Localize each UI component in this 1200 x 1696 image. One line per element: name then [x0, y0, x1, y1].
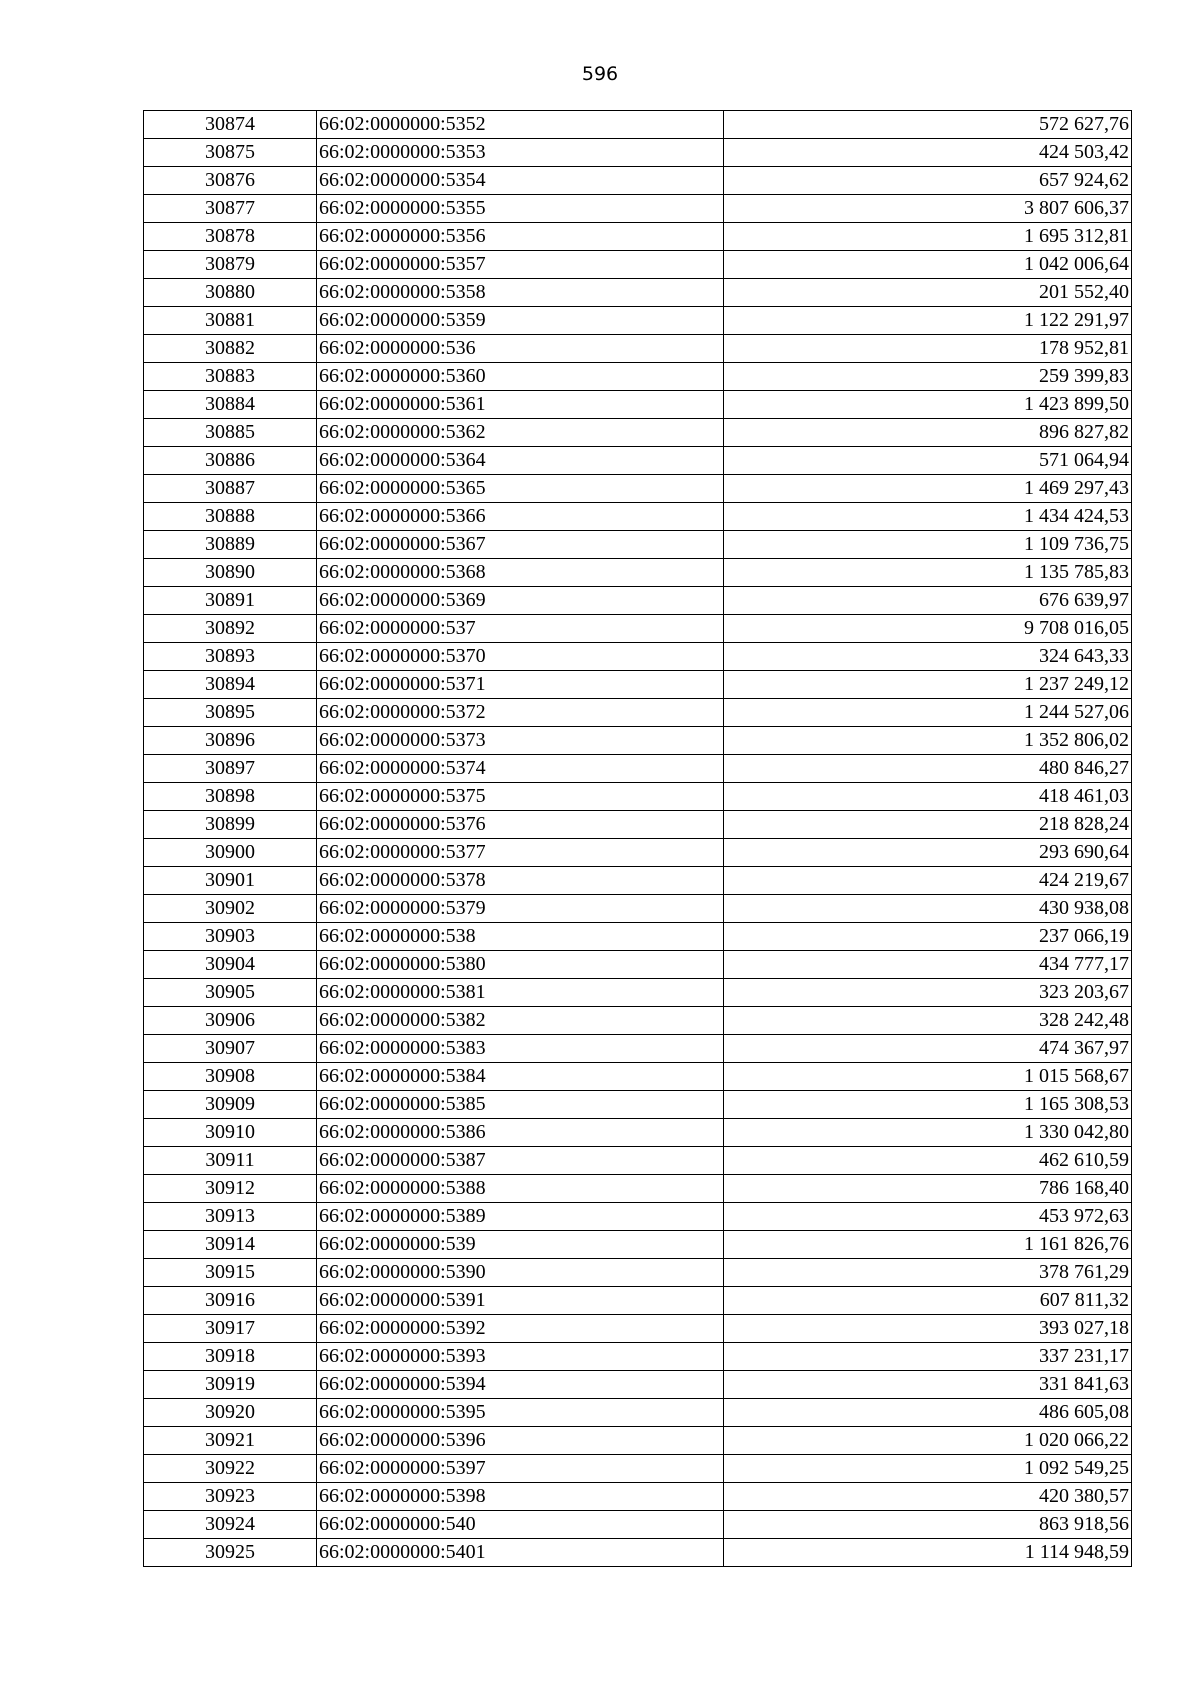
cadastral-number-cell: 66:02:0000000:5380	[317, 951, 724, 979]
row-number-cell: 30925	[144, 1539, 317, 1567]
row-number-cell: 30919	[144, 1371, 317, 1399]
cadastral-number-cell: 66:02:0000000:5367	[317, 531, 724, 559]
row-number-cell: 30895	[144, 699, 317, 727]
cadastral-number-cell: 66:02:0000000:537	[317, 615, 724, 643]
cadastral-number-cell: 66:02:0000000:5362	[317, 419, 724, 447]
row-number-cell: 30887	[144, 475, 317, 503]
table-row	[144, 279, 1132, 307]
cadastral-number-cell: 66:02:0000000:5364	[317, 447, 724, 475]
row-number-cell: 30892	[144, 615, 317, 643]
cadastral-number-cell: 66:02:0000000:5365	[317, 475, 724, 503]
row-number-cell: 30915	[144, 1259, 317, 1287]
cadastral-value-cell: 607 811,32	[724, 1287, 1132, 1315]
table-row	[144, 671, 1132, 699]
cadastral-number-cell: 66:02:0000000:540	[317, 1511, 724, 1539]
table-row	[144, 559, 1132, 587]
row-number-cell: 30904	[144, 951, 317, 979]
row-number-cell: 30886	[144, 447, 317, 475]
table-row	[144, 811, 1132, 839]
row-number-cell: 30881	[144, 307, 317, 335]
cadastral-number-cell: 66:02:0000000:5361	[317, 391, 724, 419]
cadastral-value-cell: 1 434 424,53	[724, 503, 1132, 531]
table-row	[144, 531, 1132, 559]
row-number-cell: 30910	[144, 1119, 317, 1147]
row-number-cell: 30874	[144, 111, 317, 139]
row-number-cell: 30901	[144, 867, 317, 895]
row-number-cell: 30891	[144, 587, 317, 615]
table-row	[144, 1511, 1132, 1539]
cadastral-number-cell: 66:02:0000000:5395	[317, 1399, 724, 1427]
table-row	[144, 951, 1132, 979]
table-row	[144, 587, 1132, 615]
cadastral-value-cell: 453 972,63	[724, 1203, 1132, 1231]
cadastral-number-cell: 66:02:0000000:5354	[317, 167, 724, 195]
cadastral-number-cell: 66:02:0000000:5359	[317, 307, 724, 335]
table-row	[144, 1175, 1132, 1203]
row-number-cell: 30879	[144, 251, 317, 279]
cadastral-number-cell: 66:02:0000000:5357	[317, 251, 724, 279]
cadastral-value-cell: 418 461,03	[724, 783, 1132, 811]
cadastral-number-cell: 66:02:0000000:5396	[317, 1427, 724, 1455]
page-number: 596	[581, 63, 619, 85]
row-number-cell: 30905	[144, 979, 317, 1007]
cadastral-value-cell: 1 469 297,43	[724, 475, 1132, 503]
row-number-cell: 30908	[144, 1063, 317, 1091]
cadastral-number-cell: 66:02:0000000:5381	[317, 979, 724, 1007]
cadastral-number-cell: 66:02:0000000:5377	[317, 839, 724, 867]
table-row	[144, 139, 1132, 167]
cadastral-value-cell: 1 114 948,59	[724, 1539, 1132, 1567]
table-row	[144, 475, 1132, 503]
row-number-cell: 30876	[144, 167, 317, 195]
row-number-cell: 30902	[144, 895, 317, 923]
row-number-cell: 30894	[144, 671, 317, 699]
cadastral-number-cell: 66:02:0000000:5397	[317, 1455, 724, 1483]
table-row	[144, 979, 1132, 1007]
cadastral-value-cell: 1 042 006,64	[724, 251, 1132, 279]
cadastral-value-cell: 378 761,29	[724, 1259, 1132, 1287]
cadastral-number-cell: 66:02:0000000:5366	[317, 503, 724, 531]
cadastral-value-cell: 1 020 066,22	[724, 1427, 1132, 1455]
table-row	[144, 335, 1132, 363]
table-row	[144, 251, 1132, 279]
row-number-cell: 30898	[144, 783, 317, 811]
table-row	[144, 615, 1132, 643]
cadastral-number-cell: 66:02:0000000:5375	[317, 783, 724, 811]
cadastral-value-cell: 486 605,08	[724, 1399, 1132, 1427]
cadastral-number-cell: 66:02:0000000:5388	[317, 1175, 724, 1203]
cadastral-value-cell: 424 503,42	[724, 139, 1132, 167]
table-row	[144, 1315, 1132, 1343]
cadastral-value-cell: 420 380,57	[724, 1483, 1132, 1511]
cadastral-number-cell: 66:02:0000000:5353	[317, 139, 724, 167]
cadastral-value-cell: 323 203,67	[724, 979, 1132, 1007]
table-row	[144, 503, 1132, 531]
table-row	[144, 167, 1132, 195]
table-row	[144, 1427, 1132, 1455]
table-row	[144, 783, 1132, 811]
row-number-cell: 30920	[144, 1399, 317, 1427]
cadastral-value-cell: 1 109 736,75	[724, 531, 1132, 559]
cadastral-number-cell: 66:02:0000000:5393	[317, 1343, 724, 1371]
cadastral-value-cell: 571 064,94	[724, 447, 1132, 475]
row-number-cell: 30884	[144, 391, 317, 419]
cadastral-value-cell: 178 952,81	[724, 335, 1132, 363]
table-row	[144, 195, 1132, 223]
cadastral-value-table	[143, 110, 1132, 1567]
cadastral-value-cell: 424 219,67	[724, 867, 1132, 895]
cadastral-value-cell: 259 399,83	[724, 363, 1132, 391]
cadastral-value-cell: 293 690,64	[724, 839, 1132, 867]
row-number-cell: 30909	[144, 1091, 317, 1119]
row-number-cell: 30885	[144, 419, 317, 447]
cadastral-value-cell: 786 168,40	[724, 1175, 1132, 1203]
cadastral-number-cell: 66:02:0000000:5386	[317, 1119, 724, 1147]
cadastral-number-cell: 66:02:0000000:5370	[317, 643, 724, 671]
table-row	[144, 1035, 1132, 1063]
cadastral-number-cell: 66:02:0000000:5398	[317, 1483, 724, 1511]
cadastral-value-cell: 201 552,40	[724, 279, 1132, 307]
row-number-cell: 30882	[144, 335, 317, 363]
cadastral-number-cell: 66:02:0000000:5374	[317, 755, 724, 783]
table-row	[144, 1483, 1132, 1511]
cadastral-number-cell: 66:02:0000000:5394	[317, 1371, 724, 1399]
row-number-cell: 30896	[144, 727, 317, 755]
cadastral-number-cell: 66:02:0000000:5355	[317, 195, 724, 223]
cadastral-value-cell: 1 122 291,97	[724, 307, 1132, 335]
row-number-cell: 30922	[144, 1455, 317, 1483]
row-number-cell: 30914	[144, 1231, 317, 1259]
cadastral-value-cell: 863 918,56	[724, 1511, 1132, 1539]
cadastral-value-cell: 1 161 826,76	[724, 1231, 1132, 1259]
cadastral-value-cell: 1 244 527,06	[724, 699, 1132, 727]
cadastral-value-cell: 1 330 042,80	[724, 1119, 1132, 1147]
cadastral-value-cell: 1 015 568,67	[724, 1063, 1132, 1091]
cadastral-number-cell: 66:02:0000000:5392	[317, 1315, 724, 1343]
row-number-cell: 30924	[144, 1511, 317, 1539]
table-row	[144, 1147, 1132, 1175]
cadastral-number-cell: 66:02:0000000:5368	[317, 559, 724, 587]
cadastral-number-cell: 66:02:0000000:5391	[317, 1287, 724, 1315]
cadastral-number-cell: 66:02:0000000:5369	[317, 587, 724, 615]
cadastral-value-cell: 1 695 312,81	[724, 223, 1132, 251]
table-row	[144, 1343, 1132, 1371]
table-row	[144, 1091, 1132, 1119]
row-number-cell: 30913	[144, 1203, 317, 1231]
row-number-cell: 30880	[144, 279, 317, 307]
cadastral-value-cell: 1 135 785,83	[724, 559, 1132, 587]
table-row	[144, 363, 1132, 391]
row-number-cell: 30900	[144, 839, 317, 867]
cadastral-value-cell: 9 708 016,05	[724, 615, 1132, 643]
row-number-cell: 30890	[144, 559, 317, 587]
cadastral-value-cell: 474 367,97	[724, 1035, 1132, 1063]
table-row	[144, 1203, 1132, 1231]
table-row	[144, 223, 1132, 251]
cadastral-number-cell: 66:02:0000000:5356	[317, 223, 724, 251]
table-body	[144, 111, 1132, 1567]
cadastral-value-cell: 462 610,59	[724, 1147, 1132, 1175]
row-number-cell: 30911	[144, 1147, 317, 1175]
table-row	[144, 867, 1132, 895]
row-number-cell: 30877	[144, 195, 317, 223]
table-row	[144, 307, 1132, 335]
cadastral-value-cell: 1 092 549,25	[724, 1455, 1132, 1483]
cadastral-value-cell: 676 639,97	[724, 587, 1132, 615]
cadastral-value-cell: 337 231,17	[724, 1343, 1132, 1371]
table-row	[144, 923, 1132, 951]
cadastral-value-cell: 328 242,48	[724, 1007, 1132, 1035]
cadastral-value-cell: 434 777,17	[724, 951, 1132, 979]
table-row	[144, 419, 1132, 447]
table-row	[144, 1371, 1132, 1399]
table-row	[144, 727, 1132, 755]
row-number-cell: 30918	[144, 1343, 317, 1371]
cadastral-value-cell: 572 627,76	[724, 111, 1132, 139]
cadastral-number-cell: 66:02:0000000:5358	[317, 279, 724, 307]
cadastral-number-cell: 66:02:0000000:5389	[317, 1203, 724, 1231]
row-number-cell: 30916	[144, 1287, 317, 1315]
cadastral-number-cell: 66:02:0000000:5383	[317, 1035, 724, 1063]
table-row	[144, 895, 1132, 923]
table-row	[144, 447, 1132, 475]
table-row	[144, 1119, 1132, 1147]
row-number-cell: 30893	[144, 643, 317, 671]
row-number-cell: 30903	[144, 923, 317, 951]
row-number-cell: 30897	[144, 755, 317, 783]
row-number-cell: 30921	[144, 1427, 317, 1455]
cadastral-number-cell: 66:02:0000000:5379	[317, 895, 724, 923]
cadastral-value-cell: 324 643,33	[724, 643, 1132, 671]
row-number-cell: 30899	[144, 811, 317, 839]
row-number-cell: 30912	[144, 1175, 317, 1203]
cadastral-number-cell: 66:02:0000000:5352	[317, 111, 724, 139]
row-number-cell: 30875	[144, 139, 317, 167]
table-row	[144, 699, 1132, 727]
cadastral-number-cell: 66:02:0000000:5360	[317, 363, 724, 391]
cadastral-number-cell: 66:02:0000000:5382	[317, 1007, 724, 1035]
table-row	[144, 1455, 1132, 1483]
cadastral-number-cell: 66:02:0000000:5401	[317, 1539, 724, 1567]
row-number-cell: 30907	[144, 1035, 317, 1063]
table-row	[144, 111, 1132, 139]
cadastral-value-cell: 1 165 308,53	[724, 1091, 1132, 1119]
cadastral-value-cell: 480 846,27	[724, 755, 1132, 783]
cadastral-number-cell: 66:02:0000000:5387	[317, 1147, 724, 1175]
cadastral-value-cell: 430 938,08	[724, 895, 1132, 923]
cadastral-number-cell: 66:02:0000000:5371	[317, 671, 724, 699]
cadastral-number-cell: 66:02:0000000:5378	[317, 867, 724, 895]
cadastral-value-cell: 331 841,63	[724, 1371, 1132, 1399]
table-row	[144, 1287, 1132, 1315]
cadastral-value-cell: 237 066,19	[724, 923, 1132, 951]
table-row	[144, 1007, 1132, 1035]
cadastral-value-cell: 657 924,62	[724, 167, 1132, 195]
row-number-cell: 30883	[144, 363, 317, 391]
cadastral-value-cell: 218 828,24	[724, 811, 1132, 839]
cadastral-number-cell: 66:02:0000000:539	[317, 1231, 724, 1259]
cadastral-value-cell: 393 027,18	[724, 1315, 1132, 1343]
cadastral-number-cell: 66:02:0000000:536	[317, 335, 724, 363]
cadastral-number-cell: 66:02:0000000:538	[317, 923, 724, 951]
table-row	[144, 1259, 1132, 1287]
cadastral-value-cell: 1 352 806,02	[724, 727, 1132, 755]
table-row	[144, 755, 1132, 783]
table-row	[144, 1231, 1132, 1259]
cadastral-value-cell: 3 807 606,37	[724, 195, 1132, 223]
table-row	[144, 1539, 1132, 1567]
table-row	[144, 1399, 1132, 1427]
row-number-cell: 30888	[144, 503, 317, 531]
row-number-cell: 30906	[144, 1007, 317, 1035]
row-number-cell: 30878	[144, 223, 317, 251]
cadastral-value-cell: 1 423 899,50	[724, 391, 1132, 419]
cadastral-number-cell: 66:02:0000000:5373	[317, 727, 724, 755]
cadastral-number-cell: 66:02:0000000:5384	[317, 1063, 724, 1091]
row-number-cell: 30889	[144, 531, 317, 559]
table-row	[144, 839, 1132, 867]
table-row	[144, 1063, 1132, 1091]
table-row	[144, 391, 1132, 419]
row-number-cell: 30917	[144, 1315, 317, 1343]
row-number-cell: 30923	[144, 1483, 317, 1511]
cadastral-number-cell: 66:02:0000000:5390	[317, 1259, 724, 1287]
cadastral-number-cell: 66:02:0000000:5376	[317, 811, 724, 839]
table-row	[144, 643, 1132, 671]
cadastral-number-cell: 66:02:0000000:5385	[317, 1091, 724, 1119]
cadastral-value-cell: 1 237 249,12	[724, 671, 1132, 699]
cadastral-value-cell: 896 827,82	[724, 419, 1132, 447]
cadastral-number-cell: 66:02:0000000:5372	[317, 699, 724, 727]
